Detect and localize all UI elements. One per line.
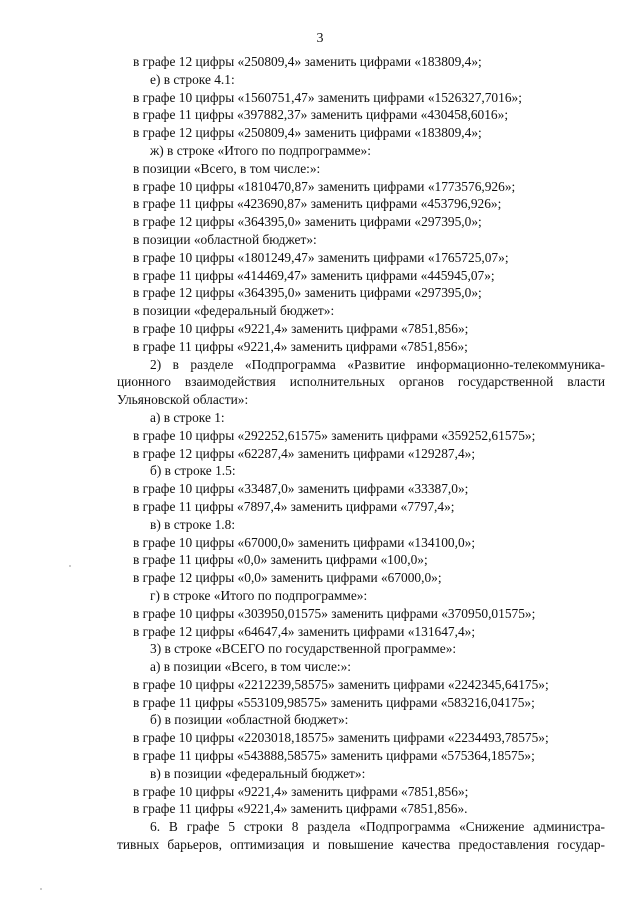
text-line: в графе 11 цифры «543888,58575» заменить цифрами «575364,18575»; (133, 748, 535, 764)
text-line: в графе 10 цифры «1560751,47» заменить цифрами «1526327,7016»; (133, 89, 522, 105)
text-line: 3) в строке «ВСЕГО по государственной программе»: (150, 641, 457, 657)
text-line: в графе 11 цифры «397882,37» заменить цифрами «430458,6016»; (133, 107, 509, 123)
text-line: в графе 11 цифры «553109,98575» заменить цифрами «583216,04175»; (133, 694, 535, 710)
text-line: в графе 12 цифры «0,0» заменить цифрами «67000,0»; (133, 570, 442, 586)
text-line: в графе 10 цифры «2212239,58575» заменить цифрами «2242345,64175»; (133, 676, 549, 692)
page-number: 3 (316, 31, 324, 46)
text-line: в графе 10 цифры «1810470,87» заменить цифрами «1773576,926»; (133, 178, 516, 194)
text-line: а) в позиции «Всего, в том числе:»: (150, 659, 352, 675)
text-line: в графе 10 цифры «9221,4» заменить цифрами «7851,856»; (133, 320, 469, 336)
text-line: тивных барьеров, оптимизация и повышение качества предоставления государ- (117, 837, 605, 853)
text-line: в графе 10 цифры «292252,61575» заменить цифрами «359252,61575»; (133, 427, 536, 443)
text-line: в графе 12 цифры «64647,4» заменить цифрами «131647,4»; (133, 623, 476, 639)
text-line: 2) в разделе «Подпрограмма «Развитие информационно-телекоммуника- (150, 356, 605, 372)
text-line: в графе 12 цифры «364395,0» заменить цифрами «297395,0»; (133, 214, 482, 230)
text-line: в позиции «областной бюджет»: (133, 231, 317, 247)
text-line: 6. В графе 5 строки 8 раздела «Подпрограмма «Снижение администра- (150, 819, 605, 835)
text-line: в графе 10 цифры «9221,4» заменить цифрами «7851,856»; (133, 783, 469, 799)
text-line: б) в позиции «областной бюджет»: (150, 712, 349, 728)
text-line: в позиции «Всего, в том числе:»: (133, 160, 321, 176)
text-line: в) в позиции «федеральный бюджет»: (150, 765, 366, 781)
text-line: в графе 10 цифры «2203018,18575» заменить цифрами «2234493,78575»; (133, 730, 549, 746)
text-line: в графе 11 цифры «423690,87» заменить цифрами «453796,926»; (133, 196, 502, 212)
scan-speck (40, 888, 42, 890)
text-line: в графе 10 цифры «33487,0» заменить цифрами «33387,0»; (133, 481, 469, 497)
text-line: е) в строке 4.1: (150, 71, 235, 87)
text-line: в позиции «федеральный бюджет»: (133, 303, 335, 319)
document-body (117, 53, 605, 854)
scan-speck (69, 565, 71, 567)
text-line: в графе 12 цифры «364395,0» заменить цифрами «297395,0»; (133, 285, 482, 301)
text-line: в графе 10 цифры «1801249,47» заменить цифрами «1765725,07»; (133, 249, 509, 265)
text-line: ж) в строке «Итого по подпрограмме»: (150, 142, 371, 158)
text-line: ционного взаимодействия исполнительных органов государственной власти (117, 374, 605, 390)
text-line: в графе 11 цифры «9221,4» заменить цифрами «7851,856». (133, 801, 468, 817)
text-line: в) в строке 1.8: (150, 516, 236, 532)
text-line: в графе 12 цифры «250809,4» заменить цифрами «183809,4»; (133, 125, 482, 141)
text-line: в графе 11 цифры «7897,4» заменить цифрами «7797,4»; (133, 498, 455, 514)
text-line: а) в строке 1: (150, 409, 225, 425)
text-line: Ульяновской области»: (117, 392, 249, 408)
text-line: в графе 11 цифры «0,0» заменить цифрами «100,0»; (133, 552, 428, 568)
text-line: г) в строке «Итого по подпрограмме»: (150, 587, 368, 603)
text-line: в графе 12 цифры «250809,4» заменить цифрами «183809,4»; (133, 54, 482, 69)
text-line: в графе 11 цифры «414469,47» заменить цифрами «445945,07»; (133, 267, 495, 283)
text-line: в графе 10 цифры «303950,01575» заменить цифрами «370950,01575»; (133, 605, 536, 621)
text-line: б) в строке 1.5: (150, 463, 236, 479)
text-line: в графе 10 цифры «67000,0» заменить цифрами «134100,0»; (133, 534, 476, 550)
text-line: в графе 12 цифры «62287,4» заменить цифрами «129287,4»; (133, 445, 476, 461)
text-line: в графе 11 цифры «9221,4» заменить цифрами «7851,856»; (133, 338, 468, 354)
